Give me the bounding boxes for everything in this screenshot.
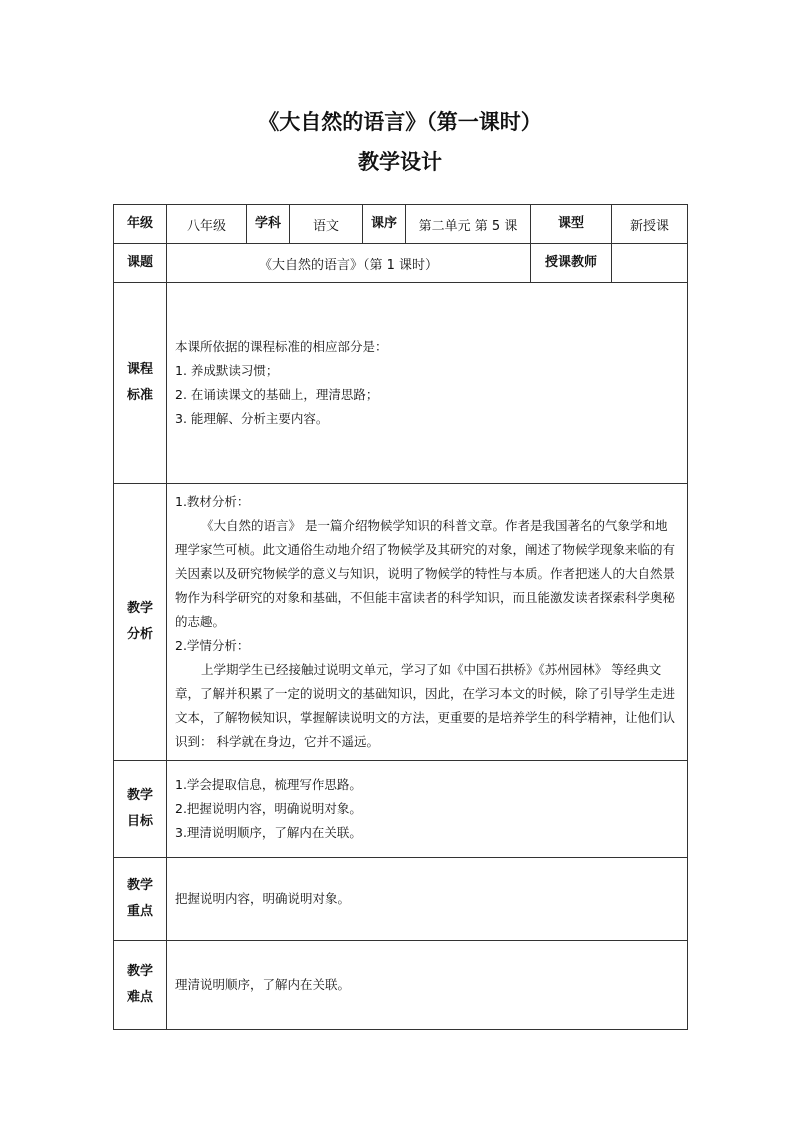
- standard-label: [114, 283, 167, 484]
- difficulty-row: [114, 941, 688, 1030]
- subject-label: 学科: [247, 205, 290, 244]
- goal-item: 1.学会提取信息，梳理写作思路。: [175, 777, 362, 792]
- standard-item: 3. 能理解、分析主要内容。: [175, 411, 329, 426]
- key-point-content: 把握说明内容，明确说明对象。: [167, 858, 688, 941]
- type-label: 课型: [531, 205, 612, 244]
- subject-value: 语文: [290, 205, 363, 244]
- difficulty-label: [114, 941, 167, 1030]
- goals-label-line2: 目标: [126, 814, 153, 829]
- difficulty-label-line1: 教学: [126, 964, 153, 979]
- difficulty-content: 理清说明顺序，了解内在关联。: [167, 941, 688, 1030]
- document-title: 《大自然的语言》（第一课时）: [258, 110, 542, 134]
- type-value: 新授课: [612, 205, 688, 244]
- standard-content: [167, 283, 688, 484]
- analysis-heading-students: 2.学情分析：: [175, 638, 250, 653]
- teacher-value: [612, 244, 688, 283]
- sequence-value: 第二单元 第 5 课: [406, 205, 531, 244]
- standard-label-line1: 课程: [126, 362, 153, 377]
- key-point-row: [114, 858, 688, 941]
- goal-item: 2.把握说明内容，明确说明对象。: [175, 801, 362, 816]
- goals-row: [114, 761, 688, 858]
- analysis-paragraph-textbook: 《大自然的语言》 是一篇介绍物候学知识的科普文章。作者是我国著名的气象学和地理学家竺可桢。此文通俗生动地介绍了物候学及其研究的对象，阐述了物候学现象来临的有关因素以及研究物候学的意义与知识，说明了物候学的特性与本质。作者把迷人的大自然景物作为科学研究的对象和基础，不但能丰富读者的科学知识，而且能激发读者探索科学奥秘的志趣。: [175, 518, 676, 629]
- lesson-plan-table: [113, 204, 688, 1030]
- topic-label: 课题: [114, 244, 167, 283]
- goals-content: [167, 761, 688, 858]
- standard-label-line2: 标准: [126, 388, 153, 403]
- analysis-label-line2: 分析: [126, 627, 153, 642]
- standard-intro: 本课所依据的课程标准的相应部分是：: [175, 339, 388, 354]
- grade-value: 八年级: [167, 205, 247, 244]
- sequence-label: 课序: [363, 205, 406, 244]
- analysis-heading-textbook: 1.教材分析：: [175, 494, 250, 509]
- info-row-1: [114, 205, 688, 244]
- key-point-label: [114, 858, 167, 941]
- analysis-label: [114, 484, 167, 761]
- key-point-label-line1: 教学: [126, 878, 153, 893]
- difficulty-label-line2: 难点: [126, 990, 153, 1005]
- analysis-row: [114, 484, 688, 761]
- topic-value: 《大自然的语言》（第 1 课时）: [167, 244, 531, 283]
- teacher-label: 授课教师: [531, 244, 612, 283]
- standard-row: [114, 283, 688, 484]
- analysis-content: [167, 484, 688, 761]
- goal-item: 3.理清说明顺序，了解内在关联。: [175, 825, 362, 840]
- grade-label: 年级: [114, 205, 167, 244]
- analysis-paragraph-students: 上学期学生已经接触过说明文单元，学习了如《中国石拱桥》《苏州园林》 等经典文章，了解并积累了一定的说明文的基础知识，因此，在学习本文的时候，除了引导学生走进文本，了解物候知识，掌握解读说明文的方法，更重要的是培养学生的科学精神，让他们认识到： 科学就在身边，它并不遥远。: [175, 662, 676, 749]
- key-point-label-line2: 重点: [126, 904, 153, 919]
- document-subtitle: 教学设计: [358, 150, 442, 174]
- info-row-2: [114, 244, 688, 283]
- standard-item: 1. 养成默读习惯；: [175, 363, 279, 378]
- goals-label: [114, 761, 167, 858]
- analysis-label-line1: 教学: [126, 601, 153, 616]
- standard-item: 2. 在诵读课文的基础上，理清思路；: [175, 387, 379, 402]
- goals-label-line1: 教学: [126, 788, 153, 803]
